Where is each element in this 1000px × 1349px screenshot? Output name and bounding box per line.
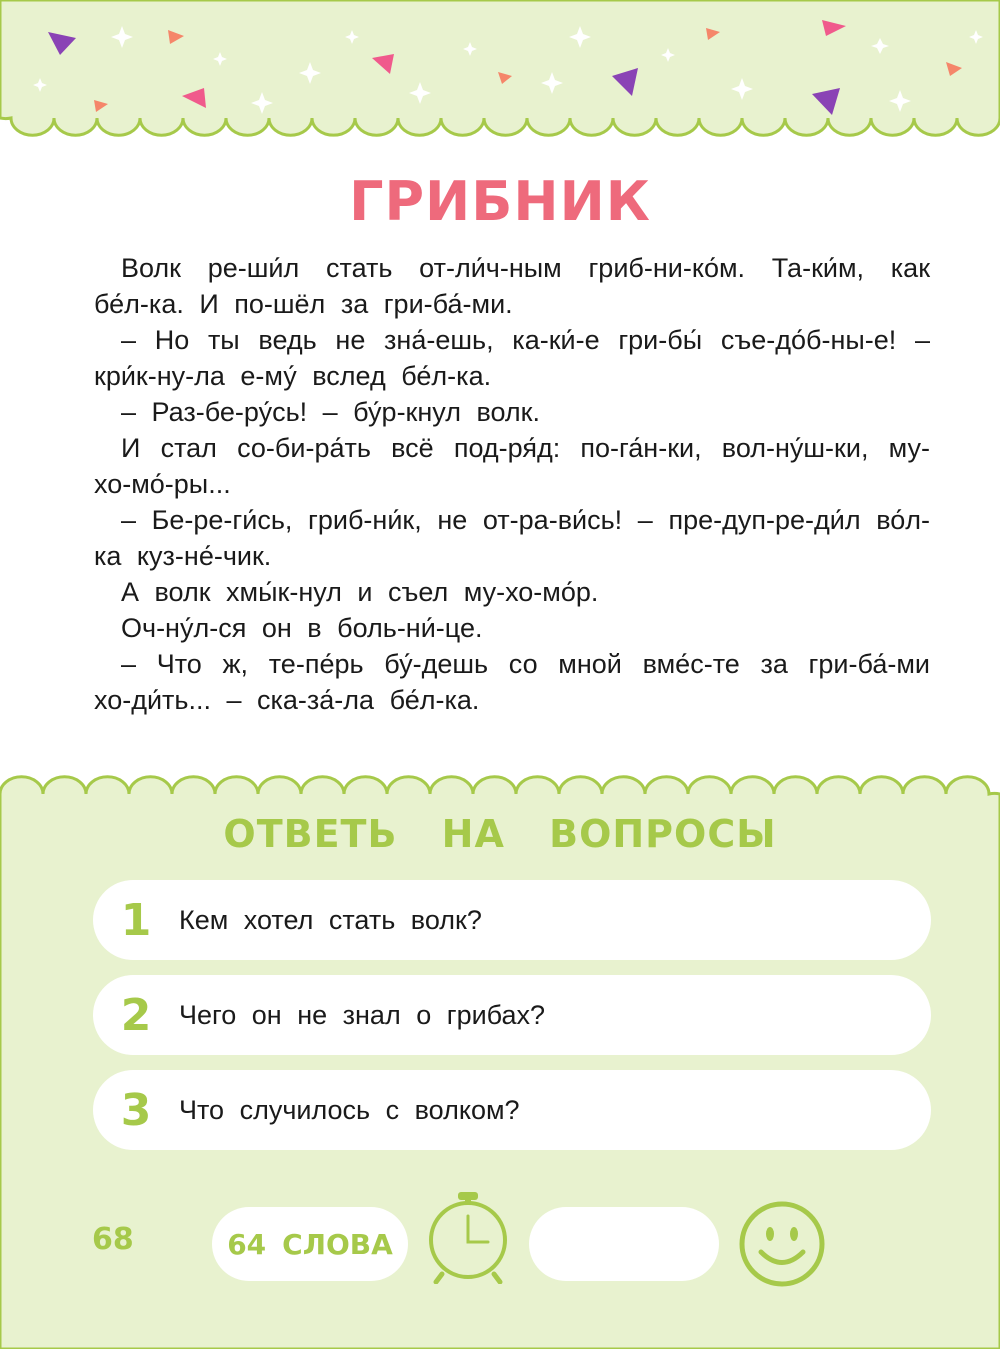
questions-title: ОТВЕТЬ НА ВОПРОСЫ: [223, 812, 777, 856]
questions-list: [93, 880, 931, 1165]
word-count-label: СЛОВА: [282, 1227, 393, 1261]
question-number: 1: [120, 894, 152, 946]
story-paragraph: – Но ты ведь не зна́-ешь, ка-ки́-е гри-бы́ съе-до́б-ны-е! – кри́к-ну-ла е-му́ вслед бе́л-ка.: [94, 325, 930, 391]
word-count: 64: [227, 1227, 267, 1261]
confetti-decoration: [0, 0, 1000, 145]
smiley-icon: [737, 1199, 827, 1289]
page-number: 68: [92, 1222, 134, 1257]
story-paragraph: – Бе-ре-ги́сь, гриб-ни́к, не от-ра-ви́сь! – пре-дуп-ре-ди́л во́л-ка куз-не́-чик.: [94, 505, 930, 571]
story-paragraph: – Раз-бе-ру́сь! – бу́р-кнул волк.: [121, 397, 540, 427]
question-text: Кем хотел стать волк?: [179, 904, 482, 935]
question-text: Что случилось с волком?: [179, 1094, 520, 1125]
question-number: 2: [120, 989, 152, 1041]
question-item: [93, 880, 931, 960]
word-count-badge: [212, 1207, 408, 1281]
story-paragraph: – Что ж, те-пе́рь бу́-дешь со мной вме́с-те за гри-ба́-ми хо-ди́ть... – ска-за́-ла бе́л-ка.: [94, 649, 930, 715]
question-item: [93, 1070, 931, 1150]
reading-time-field[interactable]: [529, 1207, 719, 1281]
story-text: [94, 250, 930, 718]
question-number: 3: [120, 1084, 152, 1136]
question-item: [93, 975, 931, 1055]
clock-icon: [424, 1190, 512, 1284]
story-paragraph: Волк ре-ши́л стать от-ли́ч-ным гриб-ни-ко́м. Та-ки́м, как бе́л-ка. И по-шёл за гри-ба́-ми.: [94, 253, 930, 319]
story-paragraph: И стал со-би-ра́ть всё под-ря́д: по-га́н-ки, вол-ну́ш-ки, му-хо-мо́-ры...: [94, 433, 930, 499]
story-paragraph: А волк хмы́к-нул и съел му-хо-мо́р.: [121, 577, 599, 607]
story-title: ГРИБНИК: [349, 170, 651, 233]
question-text: Чего он не знал о грибах?: [179, 999, 546, 1030]
top-decorative-band: [0, 0, 1000, 145]
story-paragraph: Оч-ну́л-ся он в боль-ни́-це.: [121, 613, 483, 643]
